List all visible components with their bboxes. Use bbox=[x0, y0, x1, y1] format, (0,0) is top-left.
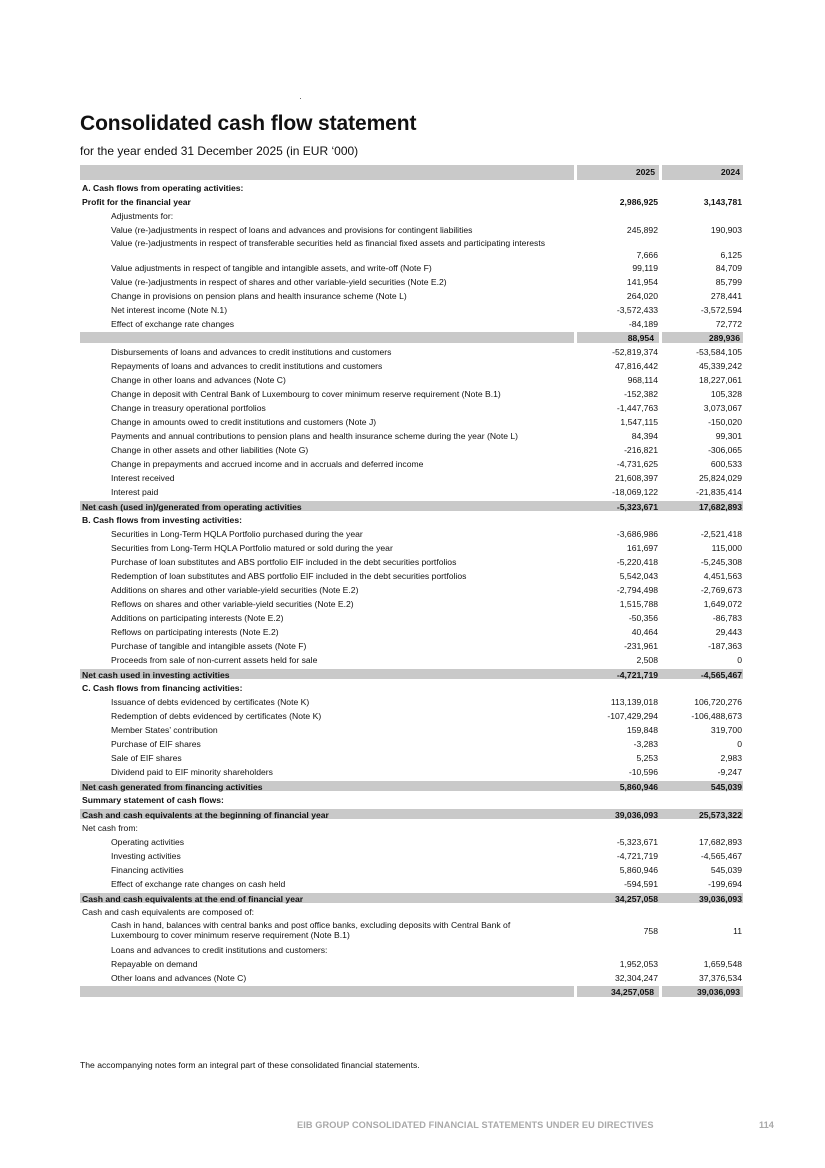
value-2024: 72,772 bbox=[715, 319, 742, 329]
value-2025: 32,304,247 bbox=[614, 973, 658, 983]
table-row bbox=[80, 625, 743, 639]
table-row bbox=[80, 905, 743, 919]
table-row bbox=[80, 513, 743, 527]
value-2024: -199,694 bbox=[708, 879, 742, 889]
row-label: Net cash generated from financing activities bbox=[82, 782, 263, 792]
value-2024: 84,709 bbox=[715, 263, 742, 273]
table-row bbox=[80, 835, 743, 849]
value-2024: 545,039 bbox=[710, 865, 742, 875]
table-header bbox=[80, 165, 743, 181]
value-2024: 17,682,893 bbox=[698, 502, 742, 512]
table-row bbox=[80, 485, 743, 499]
value-2025: -107,429,294 bbox=[607, 711, 658, 721]
value-2025: 47,816,442 bbox=[614, 361, 658, 371]
table-body bbox=[80, 181, 743, 999]
page-subtitle: for the year ended 31 December 2025 (in EUR ‘000) bbox=[80, 144, 359, 158]
value-2024: 85,799 bbox=[715, 277, 742, 287]
row-label: Payments and annual contributions to pension plans and health insurance scheme during the year (Note L) bbox=[111, 431, 519, 441]
value-2025: 264,020 bbox=[626, 291, 658, 301]
table-row bbox=[80, 555, 743, 569]
row-label: Loans and advances to credit institutions and customers: bbox=[111, 945, 328, 955]
value-2025: -231,961 bbox=[624, 641, 658, 651]
row-label: C. Cash flows from financing activities: bbox=[82, 683, 243, 693]
value-2025: 2,986,925 bbox=[619, 197, 658, 207]
table-row bbox=[80, 957, 743, 971]
row-label: Value (re-)adjustments in respect of loans and advances and provisions for contingent liabilities bbox=[111, 225, 473, 235]
value-2024: 2,983 bbox=[720, 753, 742, 763]
value-2025: 84,394 bbox=[631, 431, 658, 441]
row-label: Effect of exchange rate changes bbox=[111, 319, 235, 329]
row-label: Value (re-)adjustments in respect of shares and other variable-yield securities (Note E.2) bbox=[111, 277, 447, 287]
row-label: Purchase of EIF shares bbox=[111, 739, 201, 749]
table-row bbox=[80, 653, 743, 667]
value-2025: -3,686,986 bbox=[616, 529, 658, 539]
row-label: Net cash used in investing activities bbox=[82, 670, 230, 680]
table-row bbox=[80, 373, 743, 387]
value-2025: 5,253 bbox=[636, 753, 658, 763]
row-label: Value (re-)adjustments in respect of transferable securities held as financial fixed assets and participating interests bbox=[111, 238, 546, 248]
value-2025: 40,464 bbox=[631, 627, 658, 637]
value-2024: 0 bbox=[737, 739, 742, 749]
value-2025: -594,591 bbox=[624, 879, 658, 889]
subtotal-row bbox=[80, 807, 743, 821]
row-label: Change in other assets and other liabilities (Note G) bbox=[111, 445, 309, 455]
table-row bbox=[80, 751, 743, 765]
table-row bbox=[80, 303, 743, 317]
value-2024: 545,039 bbox=[710, 782, 742, 792]
row-label: Change in provisions on pension plans and health insurance scheme (Note L) bbox=[111, 291, 407, 301]
value-2025: -50,356 bbox=[628, 613, 658, 623]
value-2025: 21,608,397 bbox=[614, 473, 658, 483]
value-2025: -216,821 bbox=[624, 445, 658, 455]
value-2025: 39,036,093 bbox=[614, 810, 658, 820]
row-label: Summary statement of cash flows: bbox=[82, 795, 224, 805]
table-row bbox=[80, 793, 743, 807]
table-row bbox=[80, 765, 743, 779]
value-2024: 1,649,072 bbox=[703, 599, 742, 609]
table-row bbox=[80, 223, 743, 237]
table-row bbox=[80, 863, 743, 877]
row-label: Securities in Long-Term HQLA Portfolio purchased during the year bbox=[111, 529, 363, 539]
value-2025: 5,542,043 bbox=[619, 571, 658, 581]
footnote: The accompanying notes form an integral part of these consolidated financial statements. bbox=[80, 1060, 420, 1070]
row-label: Dividend paid to EIF minority shareholders bbox=[111, 767, 273, 777]
value-2025: 245,892 bbox=[626, 225, 658, 235]
value-2025: -3,572,433 bbox=[616, 305, 658, 315]
value-2024: 278,441 bbox=[710, 291, 742, 301]
value-2025: -152,382 bbox=[624, 389, 658, 399]
value-2025: -4,721,719 bbox=[616, 670, 658, 680]
row-label: Change in amounts owed to credit institutions and customers (Note J) bbox=[111, 417, 377, 427]
row-label: Repayable on demand bbox=[111, 959, 198, 969]
row-label: Net interest income (Note N.1) bbox=[111, 305, 228, 315]
value-2025: 34,257,058 bbox=[614, 894, 658, 904]
row-label: Interest paid bbox=[111, 487, 159, 497]
value-2024: 3,143,781 bbox=[703, 197, 742, 207]
value-2025: 1,515,788 bbox=[619, 599, 658, 609]
row-label: Financing activities bbox=[111, 865, 184, 875]
value-2024: 1,659,548 bbox=[703, 959, 742, 969]
value-2024: -2,521,418 bbox=[700, 529, 742, 539]
row-label: Redemption of loan substitutes and ABS portfolio EIF included in the debt securities portfolios bbox=[111, 571, 467, 581]
value-2024: 6,125 bbox=[720, 250, 742, 260]
row-label: Cash and cash equivalents at the end of financial year bbox=[82, 894, 304, 904]
value-2024: 0 bbox=[737, 655, 742, 665]
value-2024: -9,247 bbox=[717, 767, 742, 777]
row-label: Cash and cash equivalents are composed of: bbox=[82, 907, 254, 917]
value-2024: 190,903 bbox=[710, 225, 742, 235]
table-row bbox=[80, 359, 743, 373]
table-row bbox=[80, 429, 743, 443]
value-2024: 39,036,093 bbox=[698, 894, 742, 904]
row-label: Reflows on participating interests (Note E.2) bbox=[111, 627, 279, 637]
value-2024: -4,565,467 bbox=[700, 851, 742, 861]
value-2025: -4,721,719 bbox=[616, 851, 658, 861]
value-2024: 29,443 bbox=[715, 627, 742, 637]
value-2025: -5,220,418 bbox=[616, 557, 658, 567]
value-2025: -2,794,498 bbox=[616, 585, 658, 595]
table-row bbox=[80, 275, 743, 289]
row-label: Purchase of tangible and intangible assets (Note F) bbox=[111, 641, 307, 651]
table-row bbox=[80, 639, 743, 653]
table-row bbox=[80, 457, 743, 471]
row-label: Member States’ contribution bbox=[111, 725, 218, 735]
value-2024: -4,565,467 bbox=[700, 670, 742, 680]
table-row bbox=[80, 527, 743, 541]
table-row bbox=[80, 583, 743, 597]
subtotal-row bbox=[80, 667, 743, 681]
value-2025: 5,860,946 bbox=[619, 865, 658, 875]
row-label: Adjustments for: bbox=[111, 211, 174, 221]
value-2025: -10,596 bbox=[628, 767, 658, 777]
value-2025: 159,848 bbox=[626, 725, 658, 735]
value-2024: -21,835,414 bbox=[696, 487, 742, 497]
value-2025: 113,139,018 bbox=[610, 697, 658, 707]
value-2024: 319,700 bbox=[710, 725, 742, 735]
table-row bbox=[80, 737, 743, 751]
row-label: Change in deposit with Central Bank of Luxembourg to cover minimum reserve requirement (Note B.1) bbox=[111, 389, 501, 399]
value-2024: -3,572,594 bbox=[700, 305, 742, 315]
value-2025: 2,508 bbox=[636, 655, 658, 665]
table-row bbox=[80, 821, 743, 835]
row-label: Issuance of debts evidenced by certificates (Note K) bbox=[111, 697, 310, 707]
value-2024: 289,936 bbox=[708, 333, 740, 343]
total-row bbox=[80, 331, 743, 345]
row-label: Repayments of loans and advances to credit institutions and customers bbox=[111, 361, 383, 371]
table-row bbox=[80, 401, 743, 415]
value-2025: 1,547,115 bbox=[620, 417, 658, 427]
row-label: Profit for the financial year bbox=[82, 197, 191, 207]
value-2025: -18,069,122 bbox=[612, 487, 658, 497]
table-row bbox=[80, 709, 743, 723]
row-label: Securities from Long-Term HQLA Portfolio matured or sold during the year bbox=[111, 543, 393, 553]
value-2025: 161,697 bbox=[626, 543, 658, 553]
table-row bbox=[80, 317, 743, 331]
table-row bbox=[80, 943, 743, 957]
row-label: Interest received bbox=[111, 473, 175, 483]
column-header-2024: 2024 bbox=[720, 167, 740, 177]
table-row bbox=[80, 569, 743, 583]
table-row bbox=[80, 345, 743, 359]
subtotal-row bbox=[80, 891, 743, 905]
value-2024: 115,000 bbox=[711, 543, 742, 553]
footer-text: EIB GROUP CONSOLIDATED FINANCIAL STATEMENTS UNDER EU DIRECTIVES bbox=[297, 1120, 654, 1130]
value-2024: 4,451,563 bbox=[703, 571, 742, 581]
row-label: Value adjustments in respect of tangible and intangible assets, and write-off (Note F) bbox=[111, 263, 432, 273]
table-row bbox=[80, 237, 743, 261]
value-2024: 105,328 bbox=[710, 389, 742, 399]
value-2025: -3,283 bbox=[633, 739, 658, 749]
value-2024: -5,245,308 bbox=[700, 557, 742, 567]
table-row bbox=[80, 611, 743, 625]
row-label: Purchase of loan substitutes and ABS portfolio EIF included in the debt securities portfolios bbox=[111, 557, 457, 567]
table-row bbox=[80, 195, 743, 209]
total-row bbox=[80, 985, 743, 999]
value-2024: 600,533 bbox=[710, 459, 742, 469]
table-row bbox=[80, 181, 743, 195]
column-header-2025: 2025 bbox=[635, 167, 655, 177]
subtotal-row bbox=[80, 499, 743, 513]
value-2024: -106,488,673 bbox=[691, 711, 742, 721]
value-2025: 99,119 bbox=[632, 263, 658, 273]
table-row bbox=[80, 261, 743, 275]
table-row bbox=[80, 415, 743, 429]
value-2024: 25,573,322 bbox=[698, 810, 742, 820]
row-label: Cash in hand, balances with central banks and post office banks, excluding deposits with Central Bank of Luxembourg to cover minimum reserve requirement (Note B.1) bbox=[111, 920, 511, 940]
value-2024: 39,036,093 bbox=[696, 987, 740, 997]
value-2024: -53,584,105 bbox=[696, 347, 742, 357]
table-row bbox=[80, 723, 743, 737]
value-2024: 45,339,242 bbox=[698, 361, 742, 371]
value-2025: 968,114 bbox=[627, 375, 658, 385]
value-2024: 18,227,061 bbox=[698, 375, 742, 385]
table-row bbox=[80, 681, 743, 695]
table-row bbox=[80, 471, 743, 485]
value-2024: 3,073,067 bbox=[703, 403, 742, 413]
row-label: Operating activities bbox=[111, 837, 185, 847]
table-row bbox=[80, 971, 743, 985]
row-label: A. Cash flows from operating activities: bbox=[82, 183, 244, 193]
value-2024: -306,065 bbox=[708, 445, 742, 455]
row-label: Cash and cash equivalents at the beginning of financial year bbox=[82, 810, 329, 820]
value-2025: -5,323,671 bbox=[616, 837, 658, 847]
value-2024: 11 bbox=[733, 926, 742, 936]
row-label: Investing activities bbox=[111, 851, 181, 861]
row-label: Proceeds from sale of non-current assets held for sale bbox=[111, 655, 318, 665]
row-label: Redemption of debts evidenced by certificates (Note K) bbox=[111, 711, 322, 721]
table-row bbox=[80, 849, 743, 863]
cash-flow-table bbox=[80, 165, 743, 999]
row-label: Additions on participating interests (Note E.2) bbox=[111, 613, 284, 623]
table-row bbox=[80, 209, 743, 223]
value-2025: -84,189 bbox=[628, 319, 658, 329]
row-label: Net cash from: bbox=[82, 823, 138, 833]
value-2025: 758 bbox=[643, 926, 658, 936]
table-row bbox=[80, 387, 743, 401]
row-label: Reflows on shares and other variable-yield securities (Note E.2) bbox=[111, 599, 354, 609]
value-2024: -2,769,673 bbox=[700, 585, 742, 595]
value-2024: -150,020 bbox=[708, 417, 742, 427]
row-label: Net cash (used in)/generated from operating activities bbox=[82, 502, 302, 512]
stray-dot bbox=[300, 98, 301, 99]
value-2025: -4,731,625 bbox=[616, 459, 658, 469]
value-2024: 25,824,029 bbox=[698, 473, 742, 483]
page-number: 114 bbox=[759, 1120, 774, 1130]
value-2024: 37,376,534 bbox=[698, 973, 742, 983]
value-2025: 141,954 bbox=[626, 277, 658, 287]
value-2024: 17,682,893 bbox=[698, 837, 742, 847]
page-title: Consolidated cash flow statement bbox=[80, 112, 417, 135]
table-row bbox=[80, 597, 743, 611]
value-2025: 34,257,058 bbox=[610, 987, 654, 997]
value-2025: -52,819,374 bbox=[612, 347, 658, 357]
row-label: Other loans and advances (Note C) bbox=[111, 973, 247, 983]
value-2024: -187,363 bbox=[708, 641, 742, 651]
table-row bbox=[80, 919, 743, 943]
value-2025: 5,860,946 bbox=[619, 782, 658, 792]
row-label: Change in prepayments and accrued income and in accruals and deferred income bbox=[111, 459, 424, 469]
value-2025: 88,954 bbox=[627, 333, 654, 343]
value-2025: -1,447,763 bbox=[616, 403, 658, 413]
table-row bbox=[80, 877, 743, 891]
value-2024: 106,720,276 bbox=[694, 697, 742, 707]
value-2024: -86,783 bbox=[712, 613, 742, 623]
value-2025: 7,666 bbox=[636, 250, 658, 260]
row-label: Additions on shares and other variable-yield securities (Note E.2) bbox=[111, 585, 359, 595]
value-2025: -5,323,671 bbox=[616, 502, 658, 512]
table-row bbox=[80, 541, 743, 555]
table-row bbox=[80, 289, 743, 303]
row-label: Change in treasury operational portfolios bbox=[111, 403, 266, 413]
row-label: B. Cash flows from investing activities: bbox=[82, 515, 242, 525]
row-label: Change in other loans and advances (Note C) bbox=[111, 375, 286, 385]
value-2024: 99,301 bbox=[715, 431, 742, 441]
row-label: Effect of exchange rate changes on cash held bbox=[111, 879, 286, 889]
value-2025: 1,952,053 bbox=[619, 959, 658, 969]
row-label: Disbursements of loans and advances to credit institutions and customers bbox=[111, 347, 392, 357]
row-label: Sale of EIF shares bbox=[111, 753, 182, 763]
subtotal-row bbox=[80, 779, 743, 793]
table-row bbox=[80, 695, 743, 709]
table-row bbox=[80, 443, 743, 457]
